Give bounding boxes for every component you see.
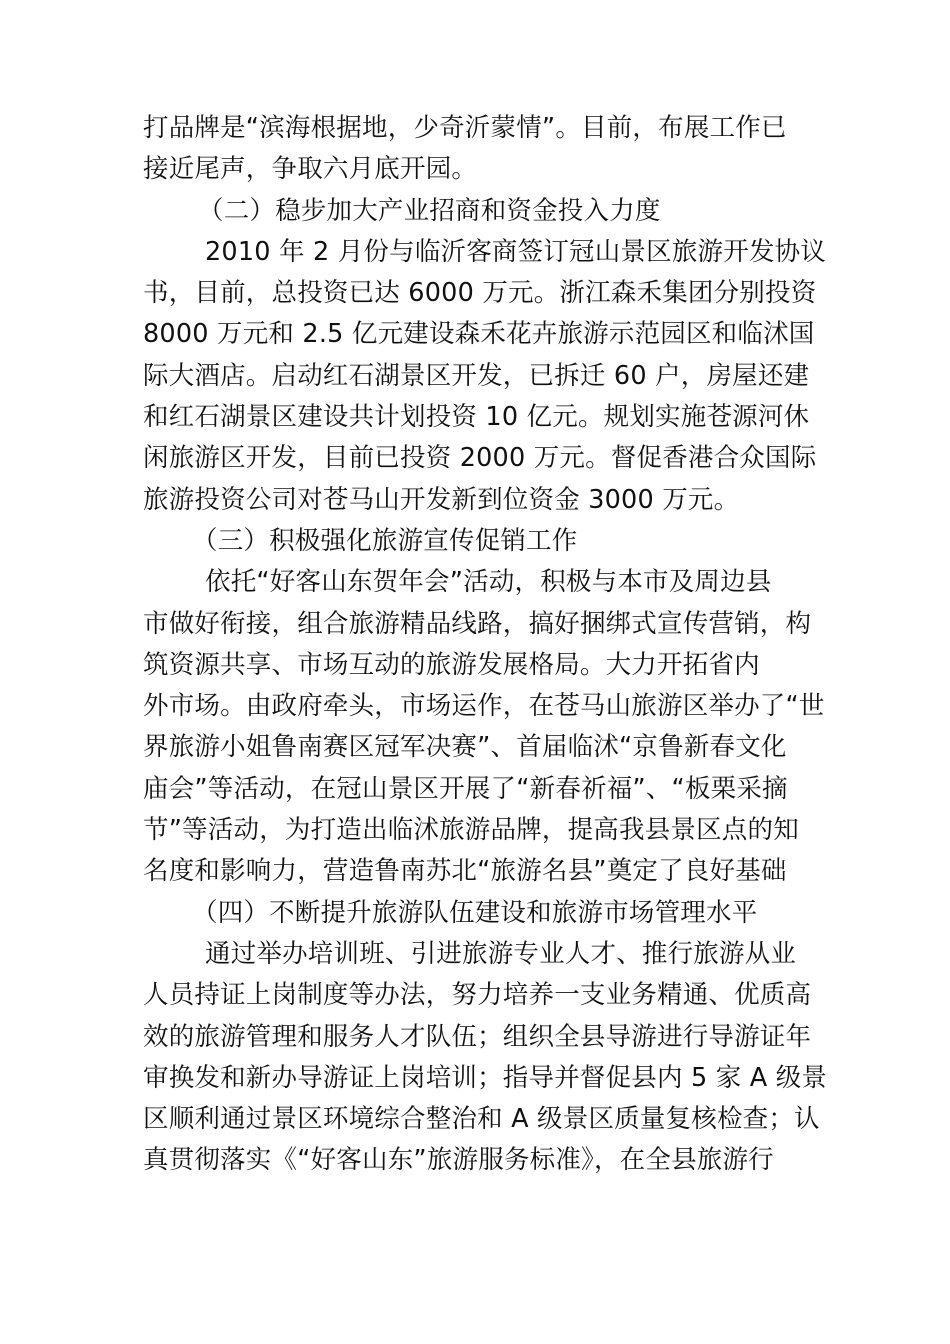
paragraph-line: 界旅游小姐鲁南赛区冠军决赛”、首届临沭“京鲁新春文化	[143, 732, 787, 763]
document-body	[143, 108, 828, 1182]
paragraph-line: 通过举办培训班、引进旅游专业人才、推行旅游从业	[205, 938, 797, 969]
paragraph-line: 书，目前，总投资已达 6000 万元。浙江森禾集团分别投资	[143, 278, 817, 309]
paragraph-line: 效的旅游管理和服务人才队伍；组织全县导游进行导游证年	[143, 1021, 812, 1052]
paragraph-line: 际大酒店。启动红石湖景区开发，已拆迁 60 户，房屋还建	[143, 360, 810, 391]
section-heading: （二）稳步加大产业招商和资金投入力度	[198, 195, 661, 226]
section-heading: （三）积极强化旅游宣传促销工作	[192, 525, 578, 556]
paragraph-line: 和红石湖景区建设共计划投资 10 亿元。规划实施苍源河休	[143, 402, 810, 433]
paragraph-line: 人员持证上岗制度等办法，努力培养一支业务精通、优质高	[143, 980, 812, 1011]
paragraph-line: 依托“好客山东贺年会”活动，积极与本市及周边县	[205, 567, 772, 598]
paragraph-line: 8000 万元和 2.5 亿元建设森禾花卉旅游示范园区和临沭国	[143, 319, 815, 350]
paragraph-line: 2010 年 2 月份与临沂客商签订冠山景区旅游开发协议	[205, 236, 827, 267]
paragraph-line: 节”等活动，为打造出临沭旅游品牌，提高我县景区点的知	[143, 815, 799, 846]
paragraph-line: 筑资源共享、市场互动的旅游发展格局。大力开拓省内	[143, 649, 760, 680]
paragraph-line: 旅游投资公司对苍马山开发新到位资金 3000 万元。	[143, 484, 740, 515]
paragraph-line: 接近尾声，争取六月底开园。	[143, 154, 478, 185]
paragraph-line: 闲旅游区开发，目前已投资 2000 万元。督促香港合众国际	[143, 443, 817, 474]
paragraph-line: 庙会”等活动，在冠山景区开展了“新春祈福”、“板栗采摘	[143, 773, 788, 804]
paragraph-line: 区顺利通过景区环境综合整治和 A 级景区质量复核检查；认	[143, 1104, 820, 1135]
paragraph-line: 真贯彻落实《“好客山东”旅游服务标准》，在全县旅游行	[143, 1145, 774, 1176]
section-heading: （四）不断提升旅游队伍建设和旅游市场管理水平	[192, 897, 758, 928]
paragraph-line: 审换发和新办导游证上岗培训；指导并督促县内 5 家 A 级景	[143, 1062, 828, 1093]
paragraph-line: 打品牌是“滨海根据地，少奇沂蒙情”。目前，布展工作已	[143, 113, 787, 143]
paragraph-line: 名度和影响力，营造鲁南苏北“旅游名县”奠定了良好基础	[143, 856, 787, 887]
paragraph-line: 外市场。由政府牵头，市场运作，在苍马山旅游区举办了“世	[143, 691, 825, 722]
paragraph-line: 市做好衔接，组合旅游精品线路，搞好捆绑式宣传营销，构	[143, 608, 812, 639]
